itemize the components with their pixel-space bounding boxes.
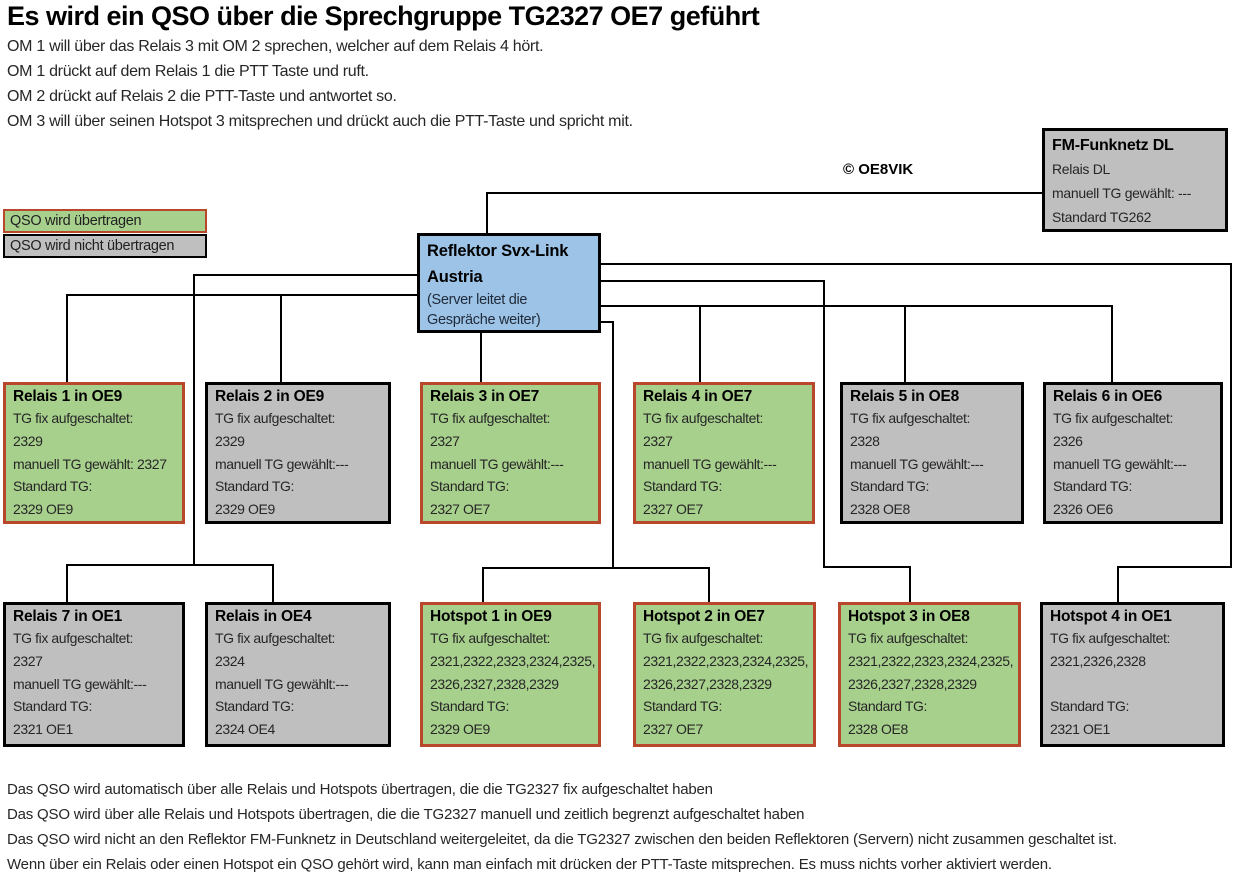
node-title: Relais 4 in OE7 [643, 388, 752, 405]
fm-funknetz-dl-box [1042, 128, 1228, 232]
reflector-svxlink-box [417, 233, 601, 333]
footer-notes [7, 777, 1117, 872]
node-hotspot-2-oe7: Hotspot 2 in OE7 TG fix aufgeschaltet: 2321,2322,2323,2324,2325, 2326,2327,2328,2329 Standard TG: 2327 OE7 [633, 602, 816, 747]
legend-transmitted-label: QSO wird übertragen [10, 213, 142, 229]
node-title: Relais in OE4 [215, 608, 312, 625]
footer-line-2: Das QSO wird über alle Relais und Hotspots übertragen, die die TG2327 manuell und zeitlich begrenzt aufgeschaltet haben [7, 806, 805, 823]
node-relais-oe4: Relais in OE4 TG fix aufgeschaltet: 2324 manuell TG gewählt:--- Standard TG: 2324 OE4 [205, 602, 391, 747]
intro-line-3: OM 2 drückt auf Relais 2 die PTT-Taste und antwortet so. [7, 88, 397, 105]
reflector-title-line2: Austria [427, 268, 483, 286]
node-relais-6-oe6: Relais 6 in OE6 TG fix aufgeschaltet: 2326 manuell TG gewählt:--- Standard TG: 2326 OE6 [1043, 382, 1223, 524]
intro-line-2: OM 1 drückt auf dem Relais 1 die PTT Taste und ruft. [7, 63, 369, 80]
node-relais-3-oe7: Relais 3 in OE7 TG fix aufgeschaltet: 2327 manuell TG gewählt:--- Standard TG: 2327 OE7 [420, 382, 601, 524]
intro-line-1: OM 1 will über das Relais 3 mit OM 2 sprechen, welcher auf dem Relais 4 hört. [7, 38, 544, 55]
intro-text [7, 34, 633, 134]
fm-box-line: manuell TG gewählt: --- [1052, 185, 1192, 201]
node-title: Relais 3 in OE7 [430, 388, 539, 405]
node-title: Relais 7 in OE1 [13, 608, 122, 625]
fm-box-line: Relais DL [1052, 161, 1110, 177]
page-title: Es wird ein QSO über die Sprechgruppe TG2327 OE7 geführt [7, 1, 760, 31]
node-hotspot-3-oe8: Hotspot 3 in OE8 TG fix aufgeschaltet: 2321,2322,2323,2324,2325, 2326,2327,2328,2329 Standard TG: 2328 OE8 [838, 602, 1021, 747]
node-relais-7-oe1: Relais 7 in OE1 TG fix aufgeschaltet: 2327 manuell TG gewählt:--- Standard TG: 2321 OE1 [3, 602, 185, 747]
reflector-subtitle-line1: (Server leitet die [427, 292, 528, 308]
node-title: Hotspot 2 in OE7 [643, 608, 765, 625]
node-title: Relais 1 in OE9 [13, 388, 122, 405]
legend-not-transmitted-label: QSO wird nicht übertragen [10, 238, 175, 254]
connector-reflector-to-relais4-5-6 [601, 306, 1112, 382]
node-relais-5-oe8: Relais 5 in OE8 TG fix aufgeschaltet: 2328 manuell TG gewählt:--- Standard TG: 2328 OE8 [840, 382, 1024, 524]
node-hotspot-1-oe9: Hotspot 1 in OE9 TG fix aufgeschaltet: 2321,2322,2323,2324,2325, 2326,2327,2328,2329 Standard TG: 2329 OE9 [420, 602, 601, 747]
node-title: Relais 5 in OE8 [850, 388, 959, 405]
connector-reflector-to-fm [487, 193, 1042, 233]
connector-reflector-to-relais1-2 [67, 295, 417, 382]
node-relais-1-oe9: Relais 1 in OE9 TG fix aufgeschaltet: 2329 manuell TG gewählt: 2327 Standard TG: 2329 OE9 [3, 382, 185, 524]
footer-line-1: Das QSO wird automatisch über alle Relais und Hotspots übertragen, die die TG2327 fix aufgeschaltet haben [7, 781, 713, 798]
node-relais-4-oe7: Relais 4 in OE7 TG fix aufgeschaltet: 2327 manuell TG gewählt:--- Standard TG: 2327 OE7 [633, 382, 815, 524]
node-title: Hotspot 1 in OE9 [430, 608, 552, 625]
footer-line-3: Das QSO wird nicht an den Reflektor FM-Funknetz in Deutschland weitergeleitet, da die TG2327 zwischen den beiden Reflektoren (Servern) nicht zusammen geschaltet ist. [7, 831, 1117, 848]
fm-box-line: Standard TG262 [1052, 209, 1152, 225]
legend-item-transmitted [3, 209, 207, 233]
copyright-text: © OE8VIK [843, 161, 914, 178]
fm-box-title: FM-Funknetz DL [1052, 137, 1174, 154]
node-title: Relais 2 in OE9 [215, 388, 324, 405]
reflector-title-line1: Reflektor Svx-Link [427, 242, 569, 260]
footer-line-4: Wenn über ein Relais oder einen Hotspot ein QSO gehört wird, kann man einfach mit drücken der PTT-Taste mitsprechen. Es muss nichts vorher aktiviert werden. [7, 856, 1052, 872]
node-title: Relais 6 in OE6 [1053, 388, 1162, 405]
node-title: Hotspot 4 in OE1 [1050, 608, 1172, 625]
node-hotspot-4-oe1: Hotspot 4 in OE1 TG fix aufgeschaltet: 2321,2326,2328 Standard TG: 2321 OE1 [1040, 602, 1225, 747]
intro-line-4: OM 3 will über seinen Hotspot 3 mitsprechen und drückt auch die PTT-Taste und spricht mit. [7, 113, 633, 130]
reflector-subtitle-line2: Gespräche weiter) [427, 312, 541, 328]
node-title: Hotspot 3 in OE8 [848, 608, 970, 625]
node-relais-2-oe9: Relais 2 in OE9 TG fix aufgeschaltet: 2329 manuell TG gewählt:--- Standard TG: 2329 OE9 [205, 382, 391, 524]
legend-item-not-transmitted [3, 234, 207, 258]
